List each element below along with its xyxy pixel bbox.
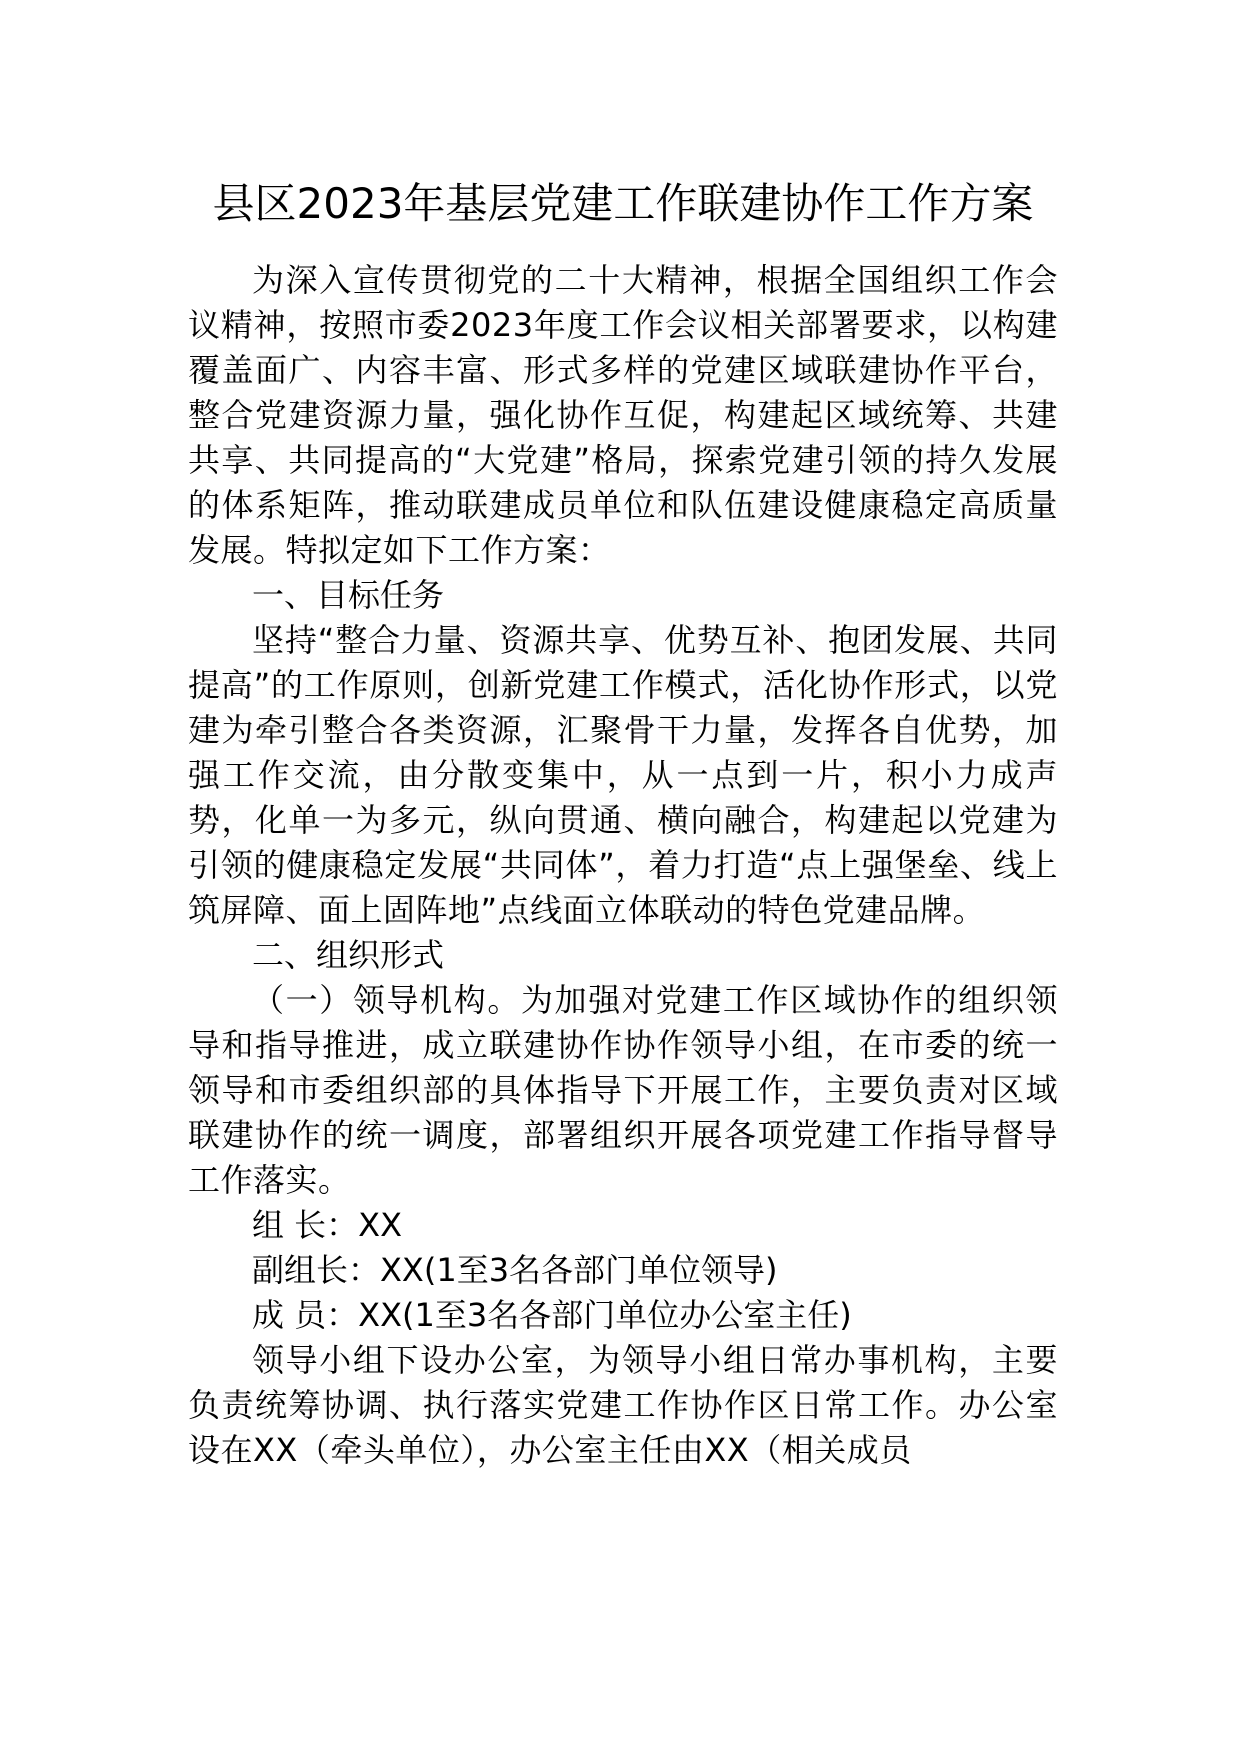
document-title: 县区2023年基层党建工作联建协作工作方案	[212, 179, 1034, 228]
office-paragraph: 领导小组下设办公室，为领导小组日常办事机构，主要负责统筹协调、执行落实党建工作协作区日常工作。办公室设在XX（牵头单位），办公室主任由XX（相关成员	[188, 1341, 1058, 1469]
member-leader: 组 长：XX	[252, 1206, 403, 1244]
section-heading-organization: 二、组织形式	[252, 936, 445, 974]
member-members: 成 员：XX(1至3名各部门单位办公室主任)	[252, 1296, 852, 1334]
member-deputy-leader: 副组长：XX(1至3名各部门单位领导)	[252, 1251, 778, 1289]
section-heading-goals: 一、目标任务	[252, 576, 445, 614]
intro-paragraph: 为深入宣传贯彻党的二十大精神，根据全国组织工作会议精神，按照市委2023年度工作会议相关部署要求，以构建覆盖面广、内容丰富、形式多样的党建区域联建协作平台，整合党建资源力量，强化协作互促，构建起区域统筹、共建共享、共同提高的“大党建”格局，探索党建引领的持久发展的体系矩阵，推动联建成员单位和队伍建设健康稳定高质量发展。特拟定如下工作方案：	[188, 261, 1058, 569]
leadership-paragraph: （一）领导机构。为加强对党建工作区域协作的组织领导和指导推进，成立联建协作协作领导小组，在市委的统一领导和市委组织部的具体指导下开展工作，主要负责对区域联建协作的统一调度，部署组织开展各项党建工作指导督导工作落实。	[188, 981, 1058, 1199]
document-page	[188, 160, 1058, 1473]
goals-paragraph: 坚持“整合力量、资源共享、优势互补、抱团发展、共同提高”的工作原则，创新党建工作模式，活化协作形式，以党建为牵引整合各类资源，汇聚骨干力量，发挥各自优势，加强工作交流，由分散变集中，从一点到一片，积小力成声势，化单一为多元，纵向贯通、横向融合，构建起以党建为引领的健康稳定发展“共同体”，着力打造“点上强堡垒、线上筑屏障、面上固阵地”点线面立体联动的特色党建品牌。	[188, 621, 1058, 929]
